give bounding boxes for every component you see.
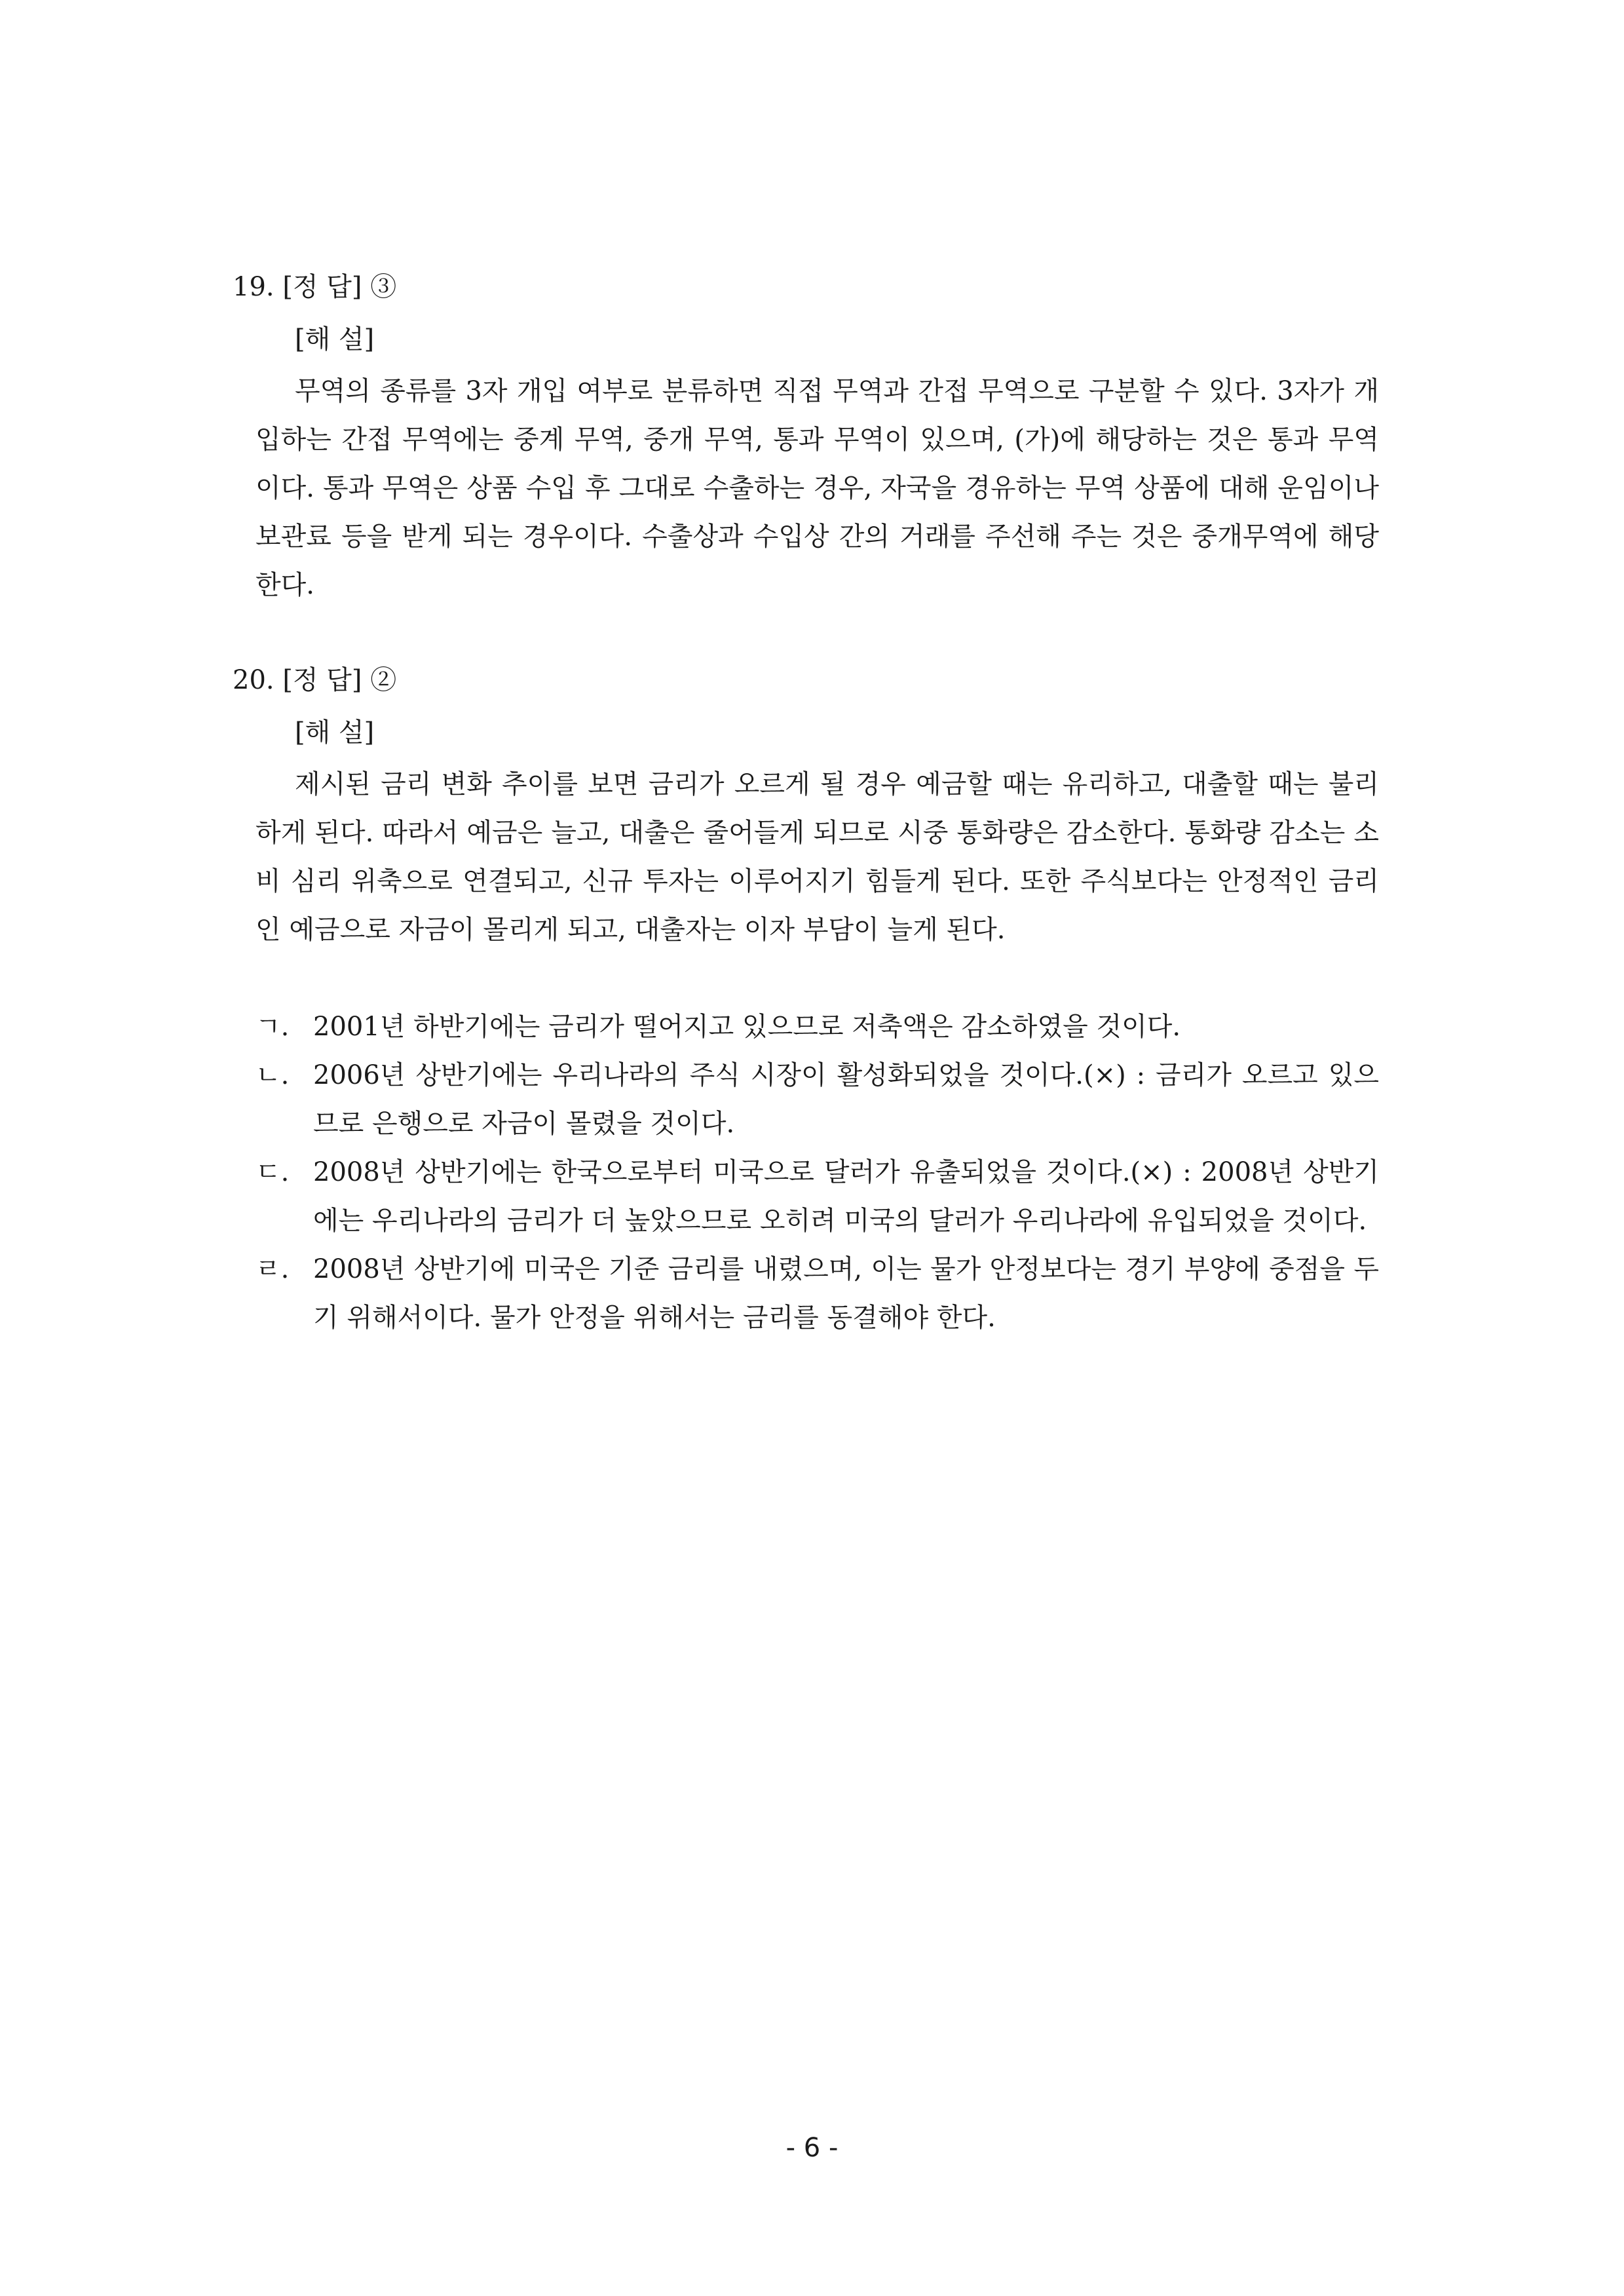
q20-explain-label: [해 설]	[295, 718, 375, 748]
list-marker: ㄴ.	[255, 1060, 290, 1090]
q19-heading: 19. [정 답] ③	[233, 272, 397, 302]
list-marker: ㄷ.	[255, 1157, 290, 1187]
q19-explain-label: [해 설]	[295, 324, 375, 354]
list-marker: ㄱ.	[255, 1012, 290, 1042]
q20-choice-list	[255, 1003, 1379, 1342]
q20-heading: 20. [정 답] ②	[233, 665, 397, 695]
q19-explanation: 무역의 종류를 3자 개입 여부로 분류하면 직접 무역과 간접 무역으로 구분할 수 있다. 3자가 개입하는 간접 무역에는 중계 무역, 중개 무역, 통과 무역이 있으며, (가)에 해당하는 것은 통과 무역이다. 통과 무역은 상품 수입 후 그대로 수출하는 경우, 자국을 경유하는 무역 상품에 대해 운임이나 보관료 등을 받게 되는 경우이다. 수출상과 수입상 간의 거래를 주선해 주는 것은 중개무역에 해당한다.	[255, 376, 1379, 600]
list-item-text: 2008년 상반기에 미국은 기준 금리를 내렸으며, 이는 물가 안정보다는 경기 부양에 중점을 두기 위해서이다. 물가 안정을 위해서는 금리를 동결해야 한다.	[313, 1254, 1379, 1333]
list-item-text: 2001년 하반기에는 금리가 떨어지고 있으므로 저축액은 감소하였을 것이다.	[313, 1012, 1181, 1042]
list-item-text: 2008년 상반기에는 한국으로부터 미국으로 달러가 유출되었을 것이다.(×) : 2008년 상반기에는 우리나라의 금리가 더 높았으므로 오히려 미국의 달러가 우리나라에 유입되었을 것이다.	[313, 1157, 1379, 1236]
page-number: - 6 -	[785, 2133, 839, 2163]
list-item	[255, 1003, 1379, 1051]
list-item-text: 2006년 상반기에는 우리나라의 주식 시장이 활성화되었을 것이다.(×) : 금리가 오르고 있으므로 은행으로 자금이 몰렸을 것이다.	[313, 1060, 1379, 1139]
list-item	[255, 1051, 1379, 1148]
q20-explanation: 제시된 금리 변화 추이를 보면 금리가 오르게 될 경우 예금할 때는 유리하고, 대출할 때는 불리하게 된다. 따라서 예금은 늘고, 대출은 줄어들게 되므로 시중 통화량은 감소한다. 통화량 감소는 소비 심리 위축으로 연결되고, 신규 투자는 이루어지기 힘들게 된다. 또한 주식보다는 안정적인 금리인 예금으로 자금이 몰리게 되고, 대출자는 이자 부담이 늘게 된다.	[255, 769, 1379, 945]
list-item	[255, 1148, 1379, 1245]
list-marker: ㄹ.	[255, 1254, 290, 1284]
list-item	[255, 1245, 1379, 1342]
